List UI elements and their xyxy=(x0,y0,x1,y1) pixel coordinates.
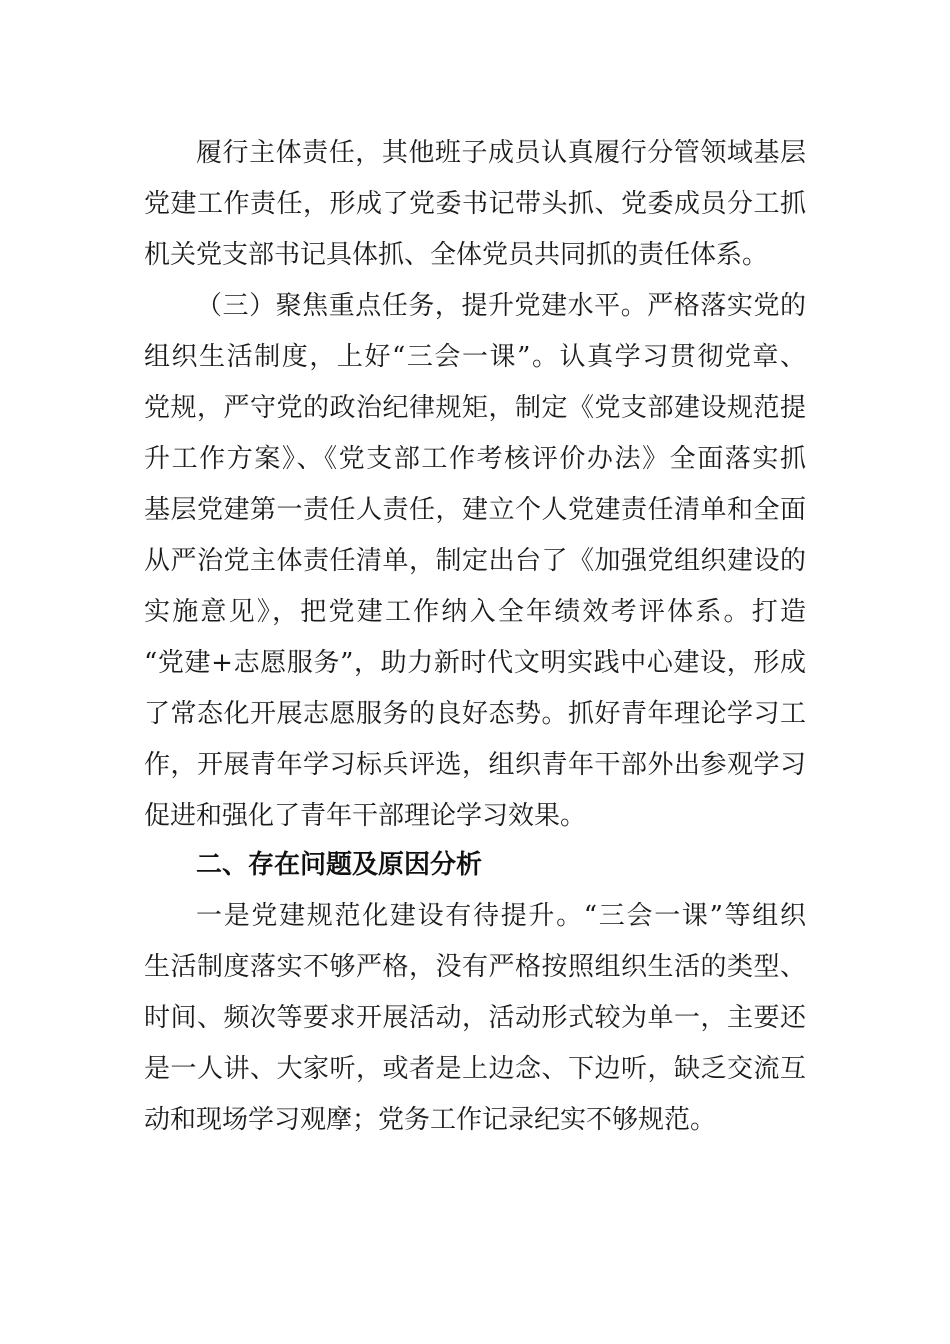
paragraph-line: 了常态化开展志愿服务的良好态势。抓好青年理论学习工 xyxy=(144,699,806,729)
paragraph-line: 动和现场学习观摩；党务工作记录纪实不够规范。 xyxy=(144,1105,717,1135)
paragraph-line: 一是党建规范化建设有待提升。“三会一课”等组织 xyxy=(196,901,806,931)
paragraph-line: 履行主体责任，其他班子成员认真履行分管领域基层 xyxy=(196,138,806,168)
paragraph-line: （三）聚焦重点任务，提升党建水平。严格落实党的 xyxy=(196,291,806,321)
paragraph-line: 时间、频次等要求开展活动，活动形式较为单一，主要还 xyxy=(144,1003,806,1033)
paragraph-line: 党规，严守党的政治纪律规矩，制定《党支部建设规范提 xyxy=(144,393,806,423)
paragraph-line: 是一人讲、大家听，或者是上边念、下边听，缺乏交流互 xyxy=(144,1054,806,1084)
section-heading: 二、存在问题及原因分析 xyxy=(196,850,483,880)
paragraph-line: 生活制度落实不够严格，没有严格按照组织生活的类型、 xyxy=(144,952,806,982)
paragraph-line: 基层党建第一责任人责任，建立个人党建责任清单和全面 xyxy=(144,495,806,525)
paragraph-line: 从严治党主体责任清单，制定出台了《加强党组织建设的 xyxy=(144,546,806,576)
paragraph-line: 组织生活制度，上好“三会一课”。认真学习贯彻党章、 xyxy=(144,342,806,372)
paragraph-line: 升工作方案》、《党支部工作考核评价办法》全面落实抓 xyxy=(144,444,806,474)
paragraph-line: 作，开展青年学习标兵评选，组织青年干部外出参观学习 xyxy=(144,750,806,780)
paragraph-line: 实施意见》，把党建工作纳入全年绩效考评体系。打造 xyxy=(144,597,806,627)
paragraph-line: 党建工作责任，形成了党委书记带头抓、党委成员分工抓 xyxy=(144,189,806,219)
paragraph-line: 机关党支部书记具体抓、全体党员共同抓的责任体系。 xyxy=(144,240,769,270)
paragraph-line: 促进和强化了青年干部理论学习效果。 xyxy=(144,801,587,831)
paragraph-line: “党建+志愿服务”，助力新时代文明实践中心建设，形成 xyxy=(144,648,806,678)
